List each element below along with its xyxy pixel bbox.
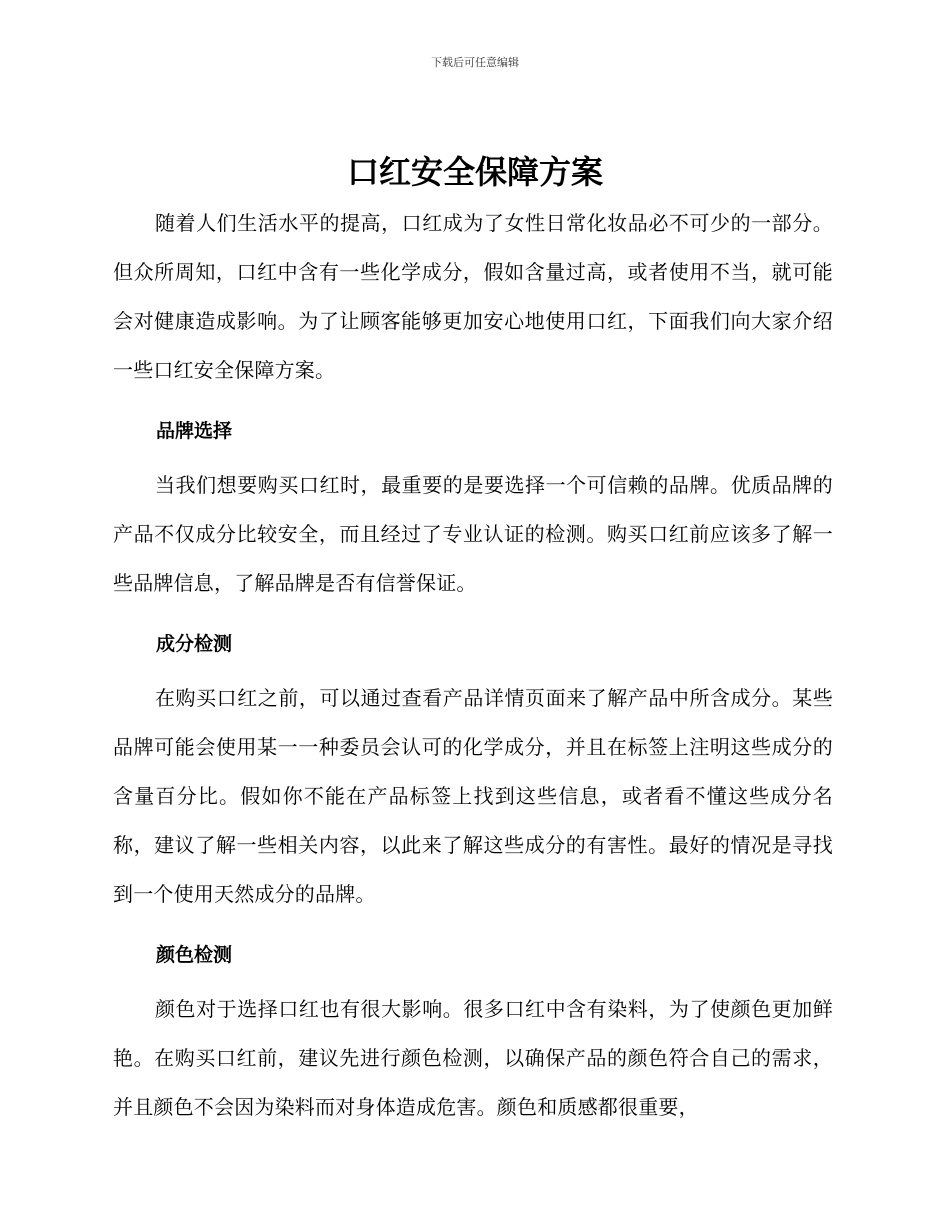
section-body-brand: 当我们想要购买口红时，最重要的是要选择一个可信赖的品牌。优质品牌的产品不仅成分比较安全，而且经过了专业认证的检测。购买口红前应该多了解一些品牌信息，了解品牌是否有信誉保证。 xyxy=(113,473,833,595)
document-title: 口红安全保障方案 xyxy=(346,153,603,191)
intro-paragraph: 随着人们生活水平的提高，口红成为了女性日常化妆品必不可少的一部分。但众所周知，口红中含有一些化学成分，假如含量过高，或者使用不当，就可能会对健康造成影响。为了让顾客能够更加安心地使用口红，下面我们向大家介绍一些口红安全保障方案。 xyxy=(113,211,833,382)
section-heading-color: 颜色检测 xyxy=(156,944,233,966)
page-header-note: 下载后可任意编辑 xyxy=(431,56,519,69)
section-body-color: 颜色对于选择口红也有很大影响。很多口红中含有染料，为了使颜色更加鲜艳。在购买口红前，建议先进行颜色检测，以确保产品的颜色符合自己的需求，并且颜色不会因为染料而对身体造成危害。颜色和质感都很重要， xyxy=(113,997,833,1119)
section-heading-ingredients: 成分检测 xyxy=(156,633,233,655)
section-body-ingredients: 在购买口红之前，可以通过查看产品详情页面来了解产品中所含成分。某些品牌可能会使用某一一种委员会认可的化学成分，并且在标签上注明这些成分的含量百分比。假如你不能在产品标签上找到这些信息，或者看不懂这些成分名称，建议了解一些相关内容，以此来了解这些成分的有害性。最好的情况是寻找到一个使用天然成分的品牌。 xyxy=(113,686,833,906)
document-body xyxy=(113,199,833,1132)
section-heading-brand: 品牌选择 xyxy=(156,420,233,442)
